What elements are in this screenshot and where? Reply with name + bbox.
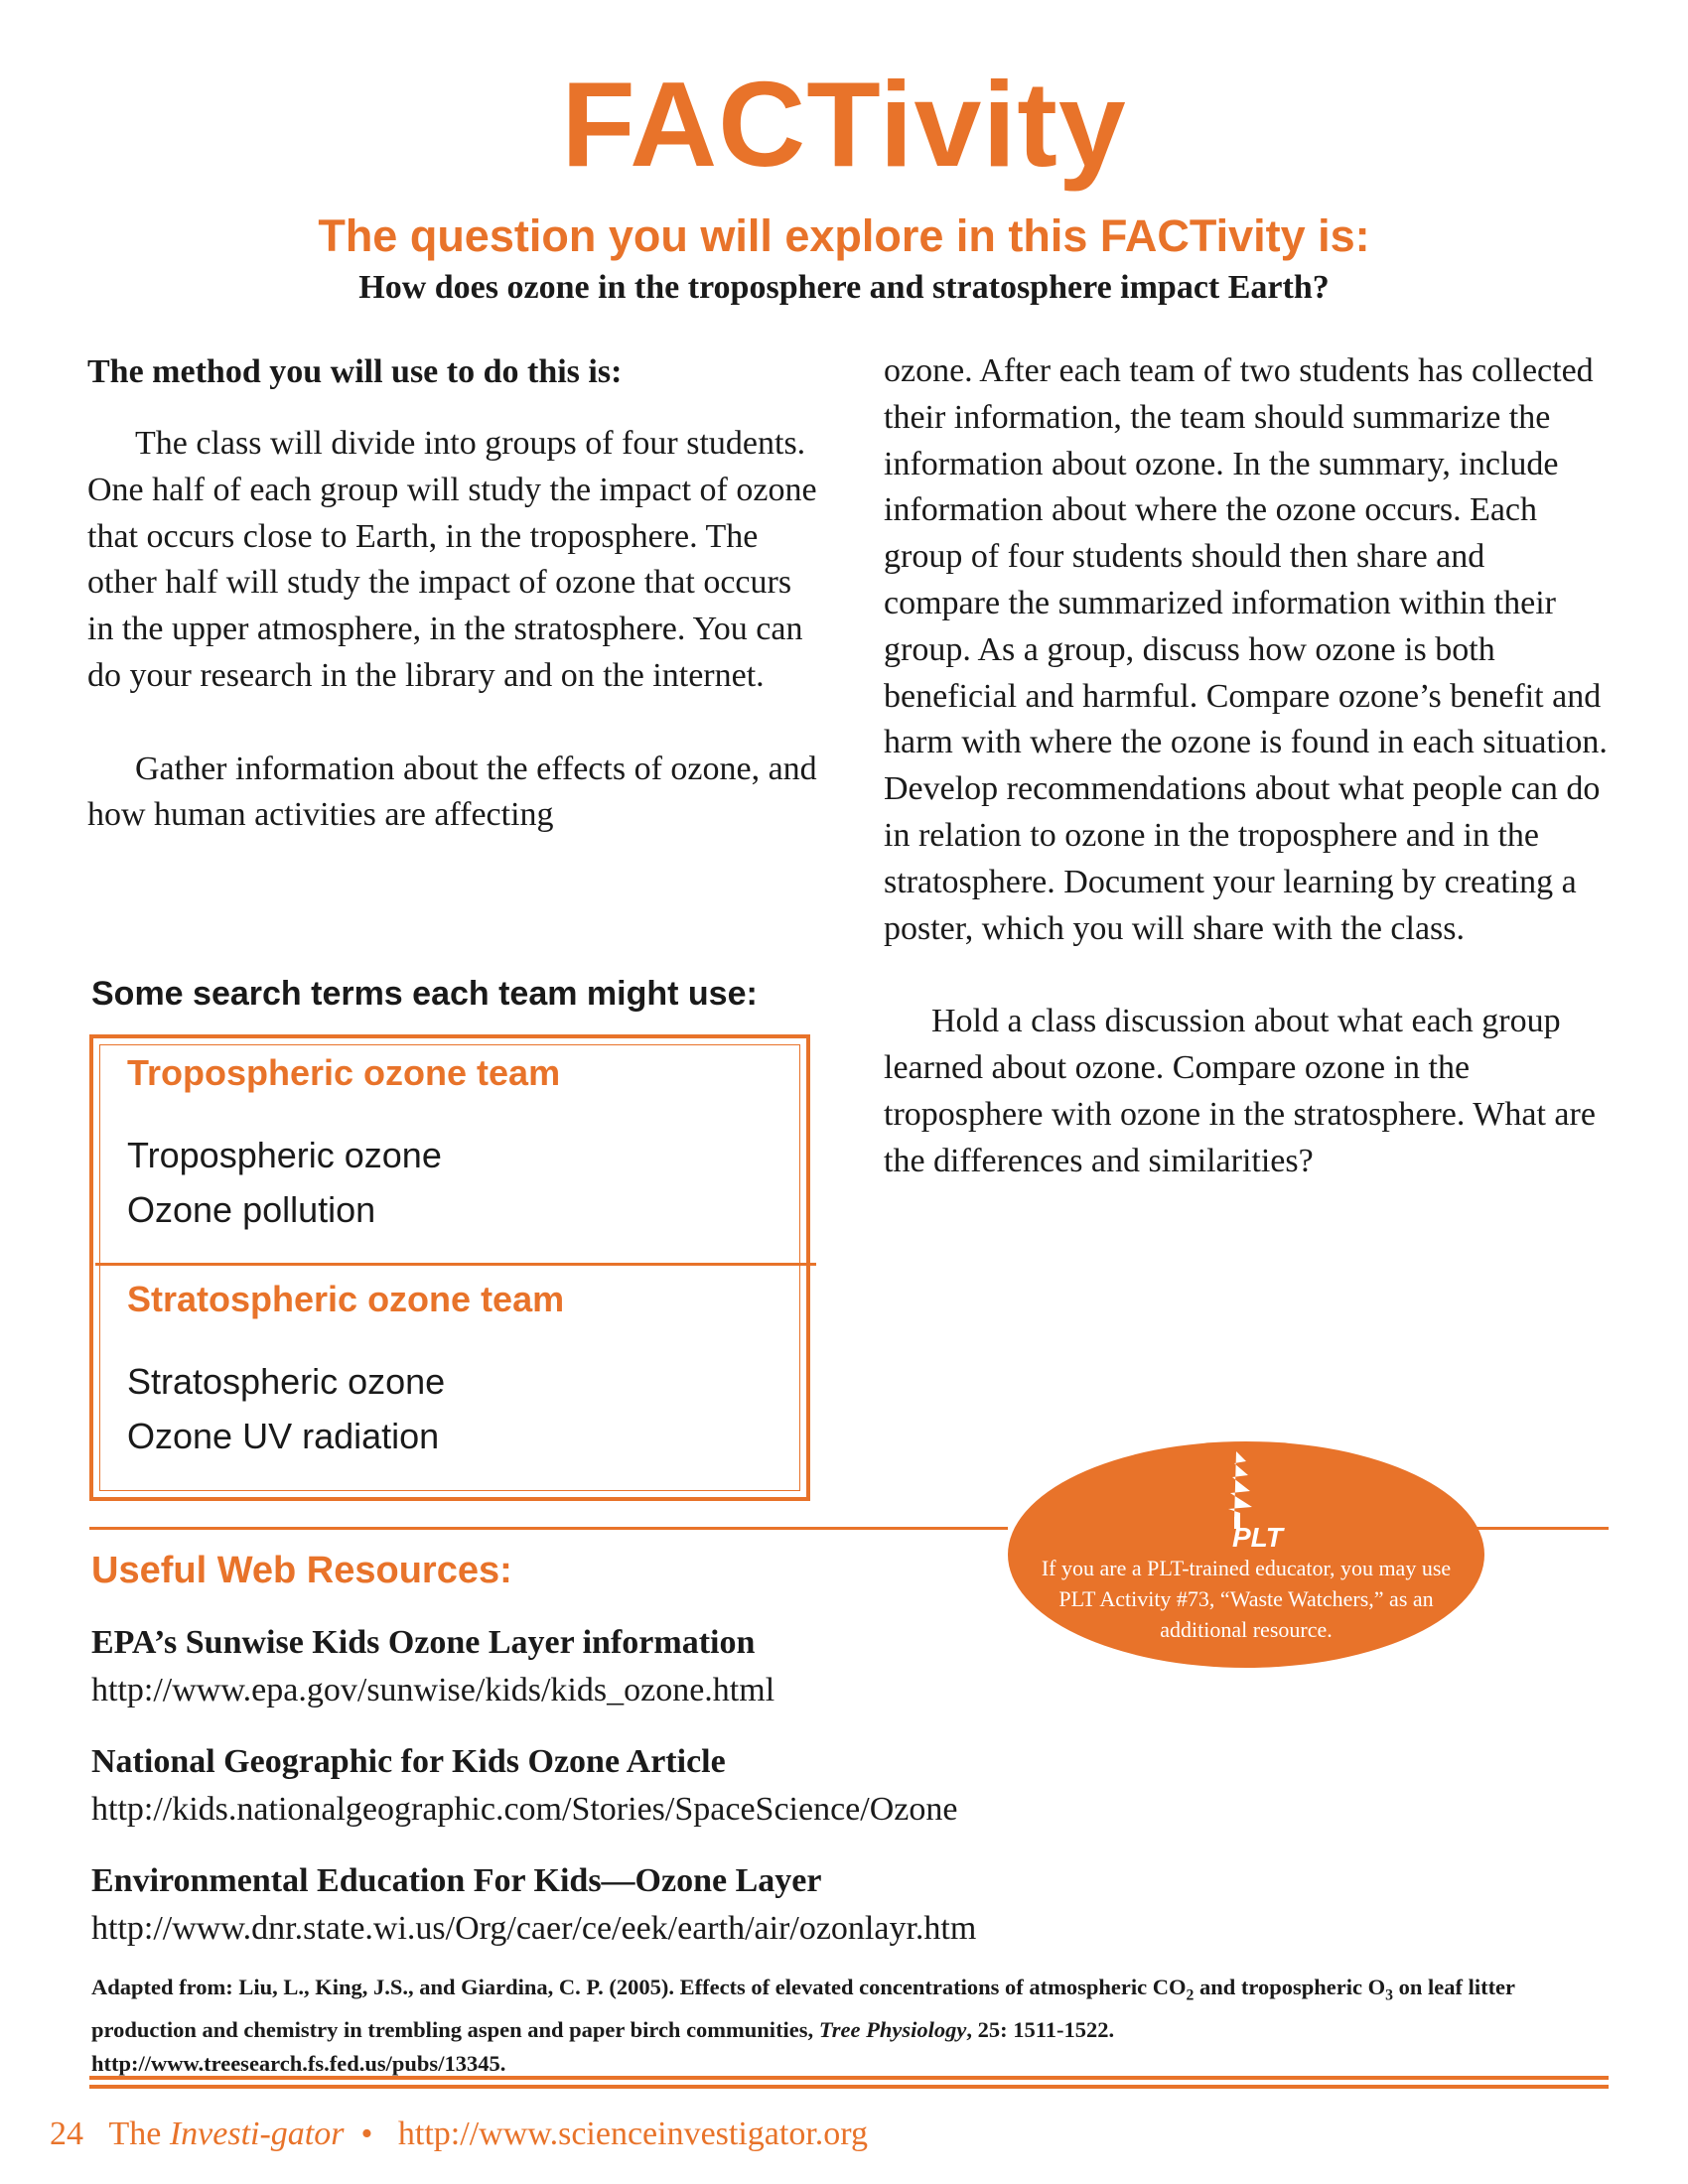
citation xyxy=(91,1971,1620,2081)
team-heading-stratospheric: Stratospheric ozone team xyxy=(127,1279,565,1319)
footer-separator: • xyxy=(360,2116,373,2152)
section-divider xyxy=(89,1527,1008,1530)
page-title: FACTivity xyxy=(561,57,1127,192)
citation-text: Adapted from: Liu, L., King, J.S., and Giardina, C. P. (2005). Effects of elevated concentrations of atmospheric CO xyxy=(91,1975,1187,1999)
plt-logo-text: PLT xyxy=(1232,1522,1283,1551)
search-term: Ozone UV radiation xyxy=(127,1416,440,1456)
section-divider xyxy=(1470,1527,1609,1530)
citation-text: , 25: 1511-1522. xyxy=(966,2016,1115,2042)
citation-subscript: 3 xyxy=(1385,1986,1393,2004)
method-heading: The method you will use to do this is: xyxy=(87,353,623,390)
question-text: How does ozone in the troposphere and stratosphere impact Earth? xyxy=(358,269,1330,306)
publication-prefix: The xyxy=(108,2116,170,2152)
footer-url[interactable]: http://www.scienceinvestigator.org xyxy=(397,2116,868,2152)
resource-title: National Geographic for Kids Ozone Article xyxy=(91,1743,726,1780)
search-term: Tropospheric ozone xyxy=(127,1135,442,1175)
plt-caption: If you are a PLT-trained educator, you may use PLT Activity #73, “Waste Watchers,” as an additional resource. xyxy=(1041,1556,1452,1642)
resource-link[interactable]: http://kids.nationalgeographic.com/Stories/SpaceScience/Ozone xyxy=(91,1791,958,1828)
left-column xyxy=(87,421,822,839)
resource-title: Environmental Education For Kids—Ozone Layer xyxy=(91,1862,822,1899)
page-number: 24 xyxy=(50,2116,83,2152)
citation-link[interactable]: http://www.treesearch.fs.fed.us/pubs/13345. xyxy=(91,2050,506,2076)
citation-subscript: 2 xyxy=(1186,1986,1195,2004)
paragraph: Hold a class discussion about what each group learned about ozone. Compare ozone in the troposphere with ozone in the stratosphere. What are the differences and similarities? xyxy=(884,1003,1596,1179)
footer-rule xyxy=(89,2076,1609,2080)
question-heading: The question you will explore in this FACTivity is: xyxy=(318,210,1370,261)
search-term: Ozone pollution xyxy=(127,1189,376,1230)
citation-text: on leaf litter production and chemistry in trembling aspen and paper birch communities, xyxy=(91,1975,1515,2042)
right-column xyxy=(884,348,1609,1184)
box-divider xyxy=(95,1263,816,1266)
paragraph: The class will divide into groups of four students. One half of each group will study the impact of ozone that occurs close to Earth, in the troposphere. The other half will study the impact of ozone that occurs in the upper atmosphere, in the stratosphere. You can do your research in the library and on the internet. xyxy=(87,425,817,694)
publication-name: Investi-gator xyxy=(169,2116,345,2152)
footer-rule xyxy=(89,2085,1609,2089)
paragraph: Gather information about the effects of ozone, and how human activities are affecting xyxy=(87,750,817,834)
citation-text: and tropospheric O xyxy=(1194,1975,1386,1999)
resource-link[interactable]: http://www.dnr.state.wi.us/Org/caer/ce/eek/earth/air/ozonlayr.htm xyxy=(91,1910,977,1947)
plt-logo-icon xyxy=(1206,1451,1296,1556)
web-resources-heading: Useful Web Resources: xyxy=(91,1550,512,1591)
resource-link[interactable]: http://www.epa.gov/sunwise/kids/kids_ozone.html xyxy=(91,1672,775,1708)
team-heading-tropospheric: Tropospheric ozone team xyxy=(127,1052,561,1093)
search-terms-heading: Some search terms each team might use: xyxy=(91,975,758,1013)
page-footer xyxy=(50,2113,868,2156)
search-term: Stratospheric ozone xyxy=(127,1361,446,1402)
resource-title: EPA’s Sunwise Kids Ozone Layer information xyxy=(91,1624,756,1661)
paragraph: ozone. After each team of two students has collected their information, the team should summarize the information about ozone. In the summary, include information about where the ozone occurs. Each group of four students should then share and compare the summarized information within their group. As a group, discuss how ozone is both beneficial and harmful. Compare ozone’s benefit and harm with where the ozone is found in each situation. Develop recommendations about what people can do in relation to ozone in the troposphere and in the stratosphere. Document your learning by creating a poster, which you will share with the class. xyxy=(884,352,1608,947)
citation-journal: Tree Physiology xyxy=(818,2016,967,2042)
